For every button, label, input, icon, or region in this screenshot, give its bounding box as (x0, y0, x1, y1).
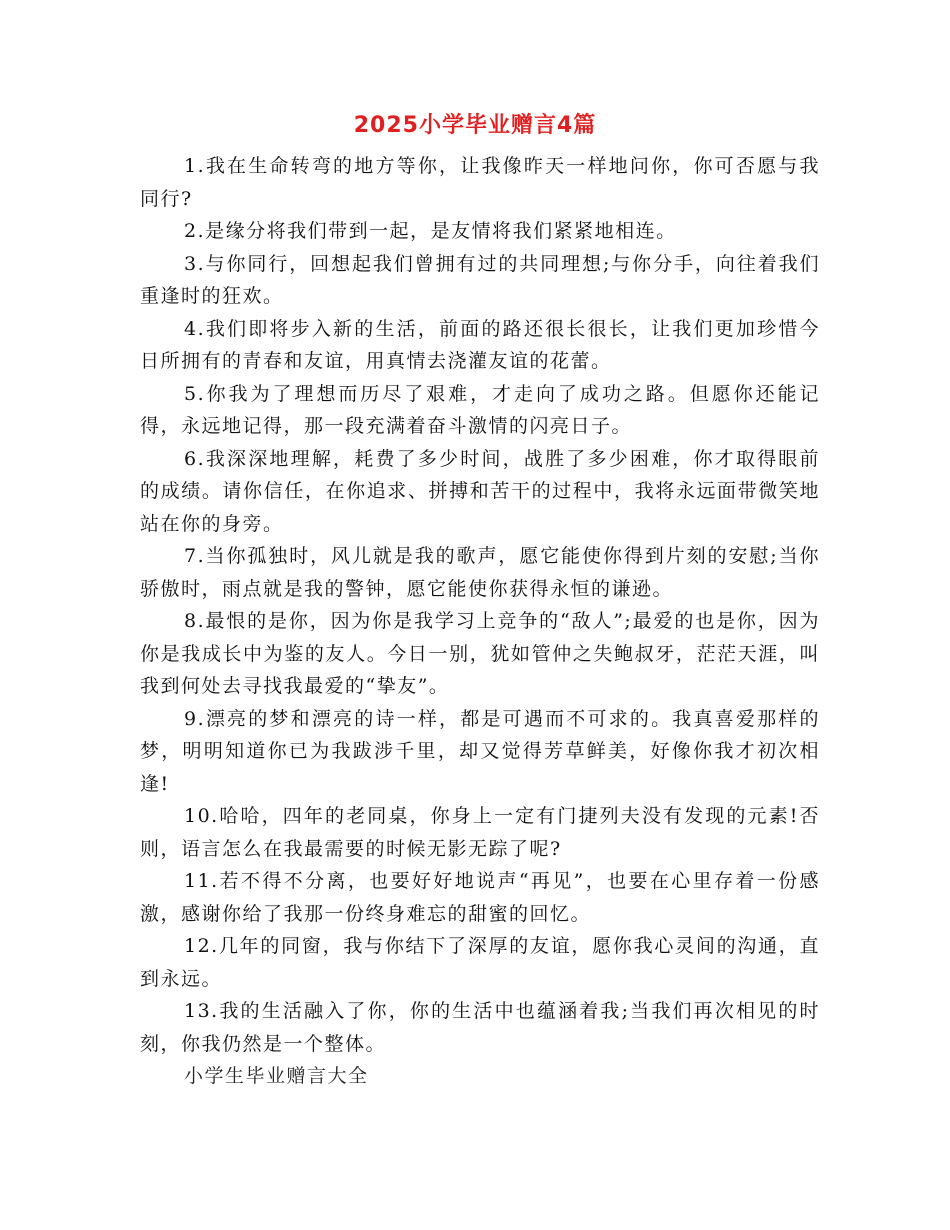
paragraph-6: 6.我深深地理解，耗费了多少时间，战胜了多少困难，你才取得眼前的成绩。请你信任，在你追求、拼搏和苦干的过程中，我将永远面带微笑地站在你的身旁。 (140, 447, 820, 535)
paragraph-10: 10.哈哈，四年的老同桌，你身上一定有门捷列夫没有发现的元素!否则，语言怎么在我最需要的时候无影无踪了呢? (140, 805, 820, 860)
paragraph-13: 13.我的生活融入了你，你的生活中也蕴涵着我;当我们再次相见的时刻，你我仍然是一个整体。 (140, 1000, 820, 1055)
document-title: 2025小学毕业赠言4篇 (353, 113, 597, 138)
closing-line: 小学生毕业赠言大全 (184, 1065, 369, 1087)
paragraph-2: 2.是缘分将我们带到一起，是友情将我们紧紧地相连。 (184, 220, 677, 242)
paragraph-3: 3.与你同行，回想起我们曾拥有过的共同理想;与你分手，向往着我们重逢时的狂欢。 (140, 252, 820, 307)
paragraph-8: 8.最恨的是你，因为你是我学习上竞争的“敌人”;最爱的也是你，因为你是我成长中为鉴的友人。今日一别，犹如管仲之失鲍叔牙，茫茫天涯，叫我到何处去寻找我最爱的“挚友”。 (140, 610, 820, 697)
paragraph-11: 11.若不得不分离，也要好好地说声“再见”，也要在心里存着一份感激，感谢你给了我那一份终身难忘的甜蜜的回忆。 (140, 870, 820, 925)
paragraph-7: 7.当你孤独时，风儿就是我的歌声，愿它能使你得到片刻的安慰;当你骄傲时，雨点就是我的警钟，愿它能使你获得永恒的谦逊。 (140, 545, 820, 600)
paragraph-9: 9.漂亮的梦和漂亮的诗一样，都是可遇而不可求的。我真喜爱那样的梦，明明知道你已为我跋涉千里，却又觉得芳草鲜美，好像你我才初次相逢! (140, 707, 820, 795)
paragraph-12: 12.几年的同窗，我与你结下了深厚的友谊，愿你我心灵间的沟通，直到永远。 (140, 935, 820, 990)
paragraph-1: 1.我在生命转弯的地方等你，让我像昨天一样地问你，你可否愿与我同行? (140, 155, 820, 210)
paragraph-5: 5.你我为了理想而历尽了艰难，才走向了成功之路。但愿你还能记得，永远地记得，那一段充满着奋斗激情的闪亮日子。 (140, 382, 820, 437)
document-body (140, 150, 820, 1093)
paragraph-4: 4.我们即将步入新的生活，前面的路还很长很长，让我们更加珍惜今日所拥有的青春和友谊，用真情去浇灌友谊的花蕾。 (140, 317, 820, 372)
